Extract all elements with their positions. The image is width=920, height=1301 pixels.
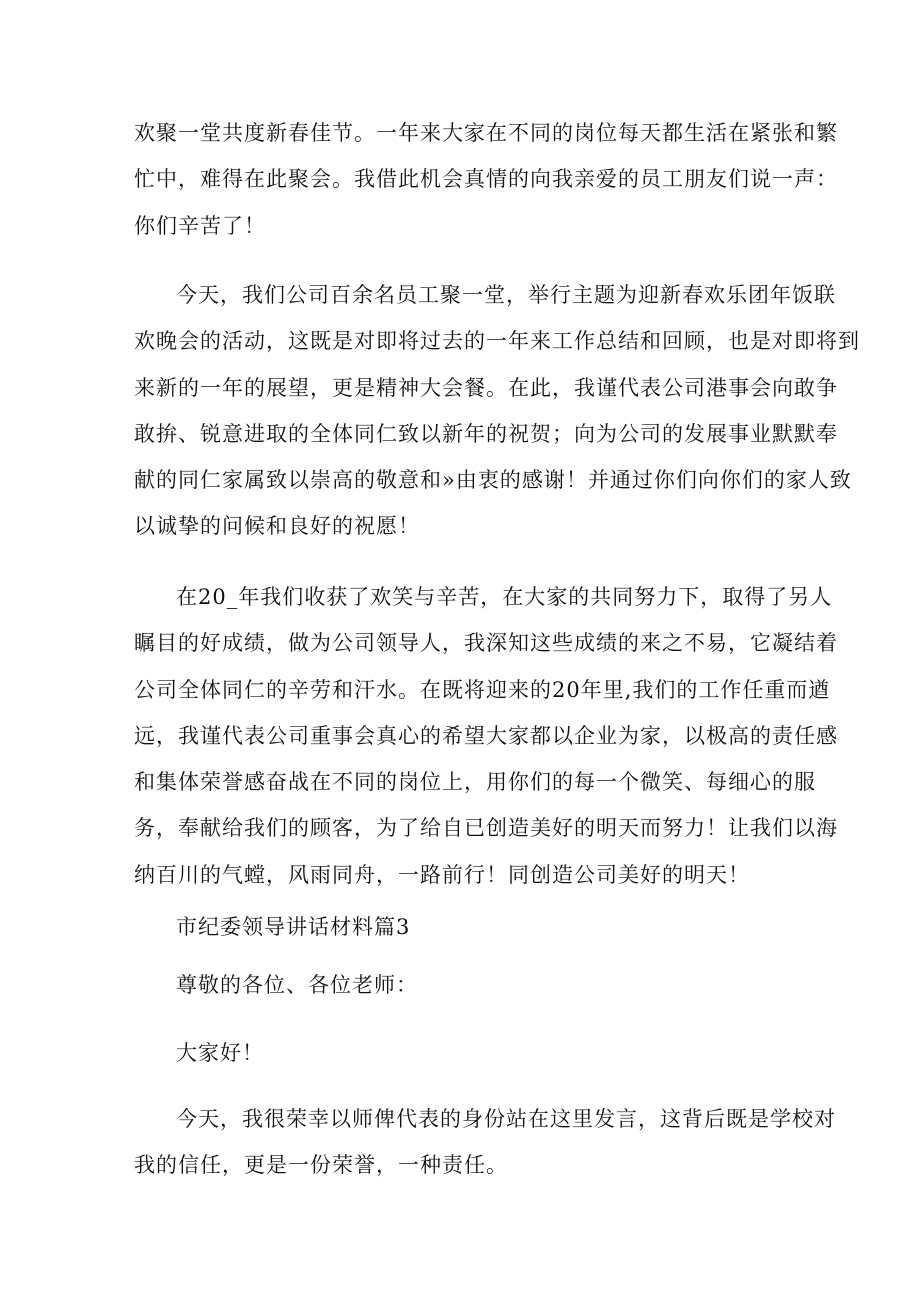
text-line: 欢晚会的活动，这既是对即将过去的一年来工作总结和回顾，也是对即将到 <box>134 329 860 354</box>
text-line: 献的同仁家属致以崇高的敬意和»由衷的感谢！并通过你们向你们的家人致 <box>134 468 852 493</box>
section-title: 市纪委领导讲话材料篇3 <box>176 915 411 939</box>
text-line: 来新的一年的展望，更是精神大会餐。在此，我谨代表公司港事会向敢争 <box>134 375 838 400</box>
greeting: 大家好！ <box>176 1041 264 1065</box>
text-line: 敢拚、锐意进取的全体同仁致以新年的祝贺；向为公司的发展事业默默奉 <box>134 421 838 446</box>
paragraph-3 <box>134 574 838 898</box>
text-line: 今天，我很荣幸以师俾代表的身份站在这里发言，这背后既是学校对 <box>176 1107 836 1131</box>
text-line: 公司全体同仁的辛劳和汗水。在既将迎来的20年里,我们的工作任重而遒 <box>134 677 831 702</box>
text-line: 欢聚一堂共度新春佳节。一年来大家在不同的岗位每天都生活在紧张和繁 <box>134 121 838 145</box>
text-line: 和集体荣誉感奋战在不同的岗位上，用你们的每一个微笑、每细心的服 <box>134 770 816 795</box>
paragraph-1 <box>134 110 838 249</box>
text-line: 你们辛苦了！ <box>134 213 266 238</box>
text-line: 今天，我们公司百余名员工聚一堂，举行主题为迎新春欢乐团年饭联 <box>176 283 836 307</box>
text-line: 我的信任，更是一份荣誉，一种责任。 <box>134 1153 508 1178</box>
paragraph-2 <box>134 272 860 550</box>
text-line: 务，奉献给我们的顾客，为了给自已创造美好的明天而努力！让我们以海 <box>134 816 838 841</box>
text-line: 纳百川的气螳，风雨同舟，一路前行！同创造公司美好的明天！ <box>134 862 750 887</box>
salutation: 尊敬的各位、各位老师： <box>176 973 418 997</box>
text-line: 以诚挚的问候和良好的祝愿！ <box>134 514 420 539</box>
paragraph-4 <box>134 1096 836 1189</box>
text-line: 瞩目的好成绩，做为公司领导人，我深知这些成绩的来之不易，它凝结着 <box>134 631 838 656</box>
text-line: 忙中，难得在此聚会。我借此机会真情的向我亲爱的员工朋友们说一声： <box>134 167 838 192</box>
text-line: 远，我谨代表公司重事会真心的希望大家都以企业为家，以极高的责任感 <box>134 723 838 748</box>
text-line: 在20_年我们收获了欢笑与辛苦，在大家的共同努力下，取得了另人 <box>176 585 833 609</box>
